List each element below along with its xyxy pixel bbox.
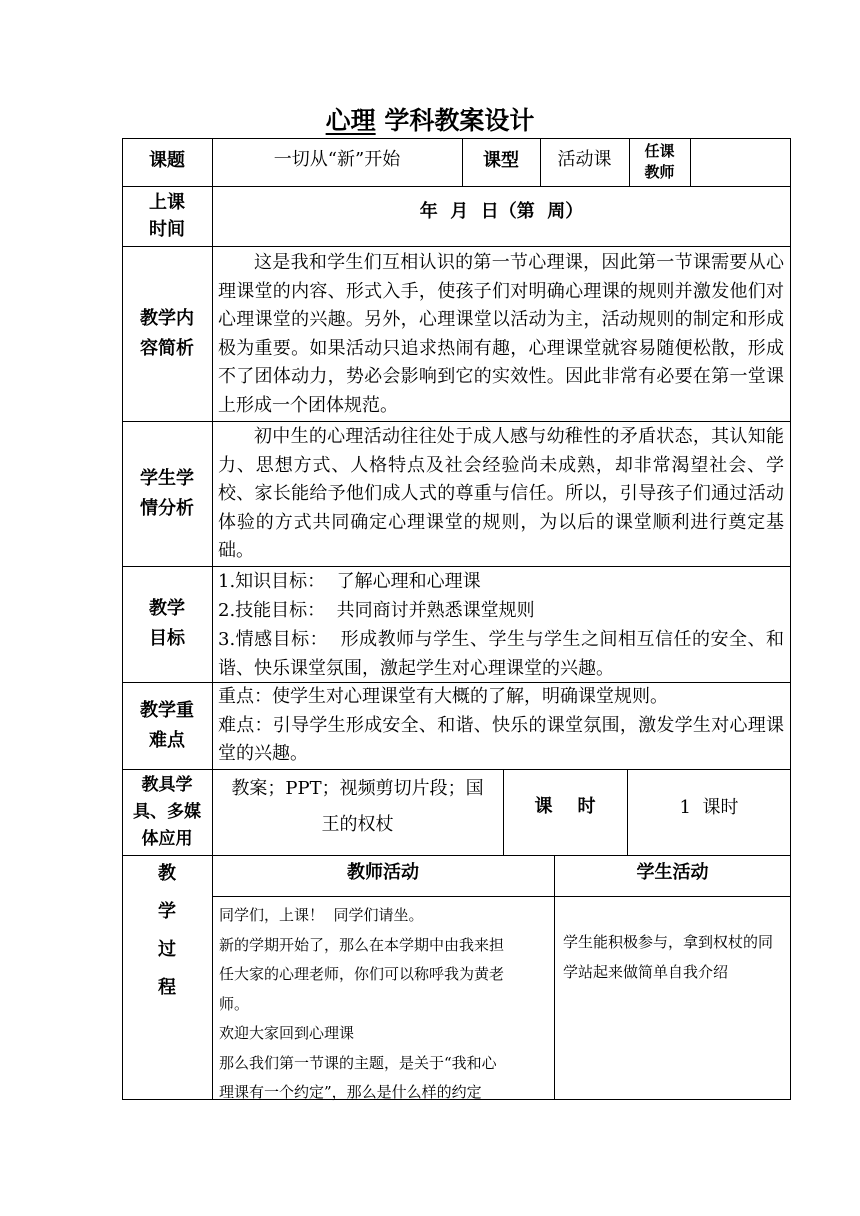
type-label: 课型 bbox=[483, 150, 519, 171]
objectives-label-line2: 目标 bbox=[149, 628, 185, 649]
content-analysis-label bbox=[122, 246, 212, 421]
process-label bbox=[122, 855, 212, 1015]
objectives-list bbox=[218, 567, 784, 683]
student-analysis-label bbox=[122, 421, 212, 566]
media-label-line2: 具、多媒 bbox=[133, 801, 201, 822]
teacher-activity-header: 教师活动 bbox=[347, 861, 419, 883]
key-points-text bbox=[218, 683, 784, 769]
hours-label: 课 时 bbox=[534, 796, 596, 817]
class-time-label bbox=[122, 186, 212, 246]
media-value-line2: 王的权杖 bbox=[321, 814, 394, 835]
objective-item: 3.情感目标： 形成教师与学生、学生与学生之间相互信任的安全、和谐、快乐课堂氛围，激起学生对心理课堂的兴趣。 bbox=[218, 629, 784, 679]
teacher-activity-line: 师。 bbox=[219, 994, 250, 1013]
teacher-label-line1: 任课 bbox=[644, 142, 675, 160]
teacher-activity-line: 新的学期开始了，那么在本学期中由我来担 bbox=[219, 935, 505, 954]
teacher-activity-line: 同学们，上课！ 同学们请坐。 bbox=[219, 906, 424, 924]
hours-value: 1 课时 bbox=[679, 796, 739, 818]
difficulty-point: 难点：引导学生形成安全、和谐、快乐的课堂氛围，激发学生对心理课堂的兴趣。 bbox=[218, 714, 784, 764]
teacher-activity-line: 理课有一个约定”，那么是什么样的约定 bbox=[219, 1083, 482, 1101]
teacher-label bbox=[629, 138, 690, 186]
media-value bbox=[212, 771, 503, 855]
process-label-char: 学 bbox=[158, 901, 176, 922]
objectives-label-line1: 教学 bbox=[149, 598, 185, 619]
content-analysis-label-line1: 教学内 bbox=[140, 307, 194, 329]
process-label-char: 教 bbox=[158, 863, 176, 884]
teacher-label-line2: 教师 bbox=[644, 163, 675, 181]
media-label-line1: 教具学 bbox=[141, 774, 193, 795]
type-value: 活动课 bbox=[557, 149, 612, 170]
student-analysis-label-line2: 情分析 bbox=[140, 497, 194, 519]
content-analysis-paragraph: 这是我和学生们互相认识的第一节心理课，因此第一节课需要从心理课堂的内容、形式入手，使孩子们对明确心理课的规则并激发他们对心理课堂的兴趣。另外，心理课堂以活动为主，活动规则的制定和形成极为重要。如果活动只追求热闹有趣，心理课堂就容易随便松散，形成不了团体动力，势必会影响到它的实效性。因此非常有必要在第一堂课上形成一个团体规范。 bbox=[218, 252, 784, 416]
page-title bbox=[0, 105, 860, 137]
class-time-value: 年 月 日（第 周） bbox=[419, 201, 584, 222]
objective-item: 1.知识目标： 了解心理和心理课 bbox=[218, 571, 481, 592]
teacher-activity-line: 任大家的心理老师，你们可以称呼我为黄老 bbox=[219, 965, 505, 983]
key-points-label bbox=[122, 682, 212, 769]
key-points-label-line1: 教学重 bbox=[140, 699, 194, 721]
student-analysis-paragraph: 初中生的心理活动往往处于成人感与幼稚性的矛盾状态，其认知能力、思想方式、人格特点及社会经验尚未成熟，却非常渴望社会、学校、家长能给予他们成人式的尊重与信任。所以，引导孩子们通过活动体验的方式共同确定心理课堂的规则，为以后的课堂顺利进行奠定基础。 bbox=[218, 426, 784, 562]
objective-item: 2.技能目标： 共同商讨并熟悉课堂规则 bbox=[218, 600, 535, 621]
objectives-label bbox=[122, 566, 212, 682]
media-label-line3: 体应用 bbox=[141, 828, 193, 849]
content-analysis-text bbox=[218, 249, 784, 420]
key-point: 重点：使学生对心理课堂有大概的了解，明确课堂规则。 bbox=[218, 686, 668, 707]
process-label-char: 程 bbox=[158, 977, 176, 998]
media-label bbox=[122, 769, 212, 855]
content-analysis-label-line2: 容简析 bbox=[140, 337, 194, 359]
student-analysis-text bbox=[218, 423, 784, 566]
key-points-label-line2: 难点 bbox=[149, 729, 185, 751]
teacher-activity-line: 欢迎大家回到心理课 bbox=[219, 1024, 355, 1042]
topic-label: 课题 bbox=[149, 150, 185, 171]
student-analysis-label-line1: 学生学 bbox=[140, 467, 194, 489]
topic-value: 一切从“新”开始 bbox=[273, 149, 401, 170]
subject-name: 心理 bbox=[325, 106, 376, 135]
class-time-label-line1: 上课 bbox=[149, 192, 185, 213]
title-rest: 学科教案设计 bbox=[375, 106, 535, 135]
student-activity-paragraph: 学生能积极参与，拿到权杖的同学站起来做简单自我介绍 bbox=[563, 933, 774, 981]
teacher-activity-text bbox=[219, 901, 551, 1108]
teacher-value bbox=[690, 138, 791, 186]
class-time-label-line2: 时间 bbox=[149, 219, 185, 240]
process-label-char: 过 bbox=[158, 939, 176, 960]
student-activity-text bbox=[563, 928, 787, 987]
media-value-line1: 教案；PPT；视频剪切片段；国 bbox=[231, 778, 484, 799]
teacher-activity-line: 那么我们第一节课的主题，是关于“我和心 bbox=[219, 1053, 497, 1072]
student-activity-header: 学生活动 bbox=[636, 861, 709, 883]
